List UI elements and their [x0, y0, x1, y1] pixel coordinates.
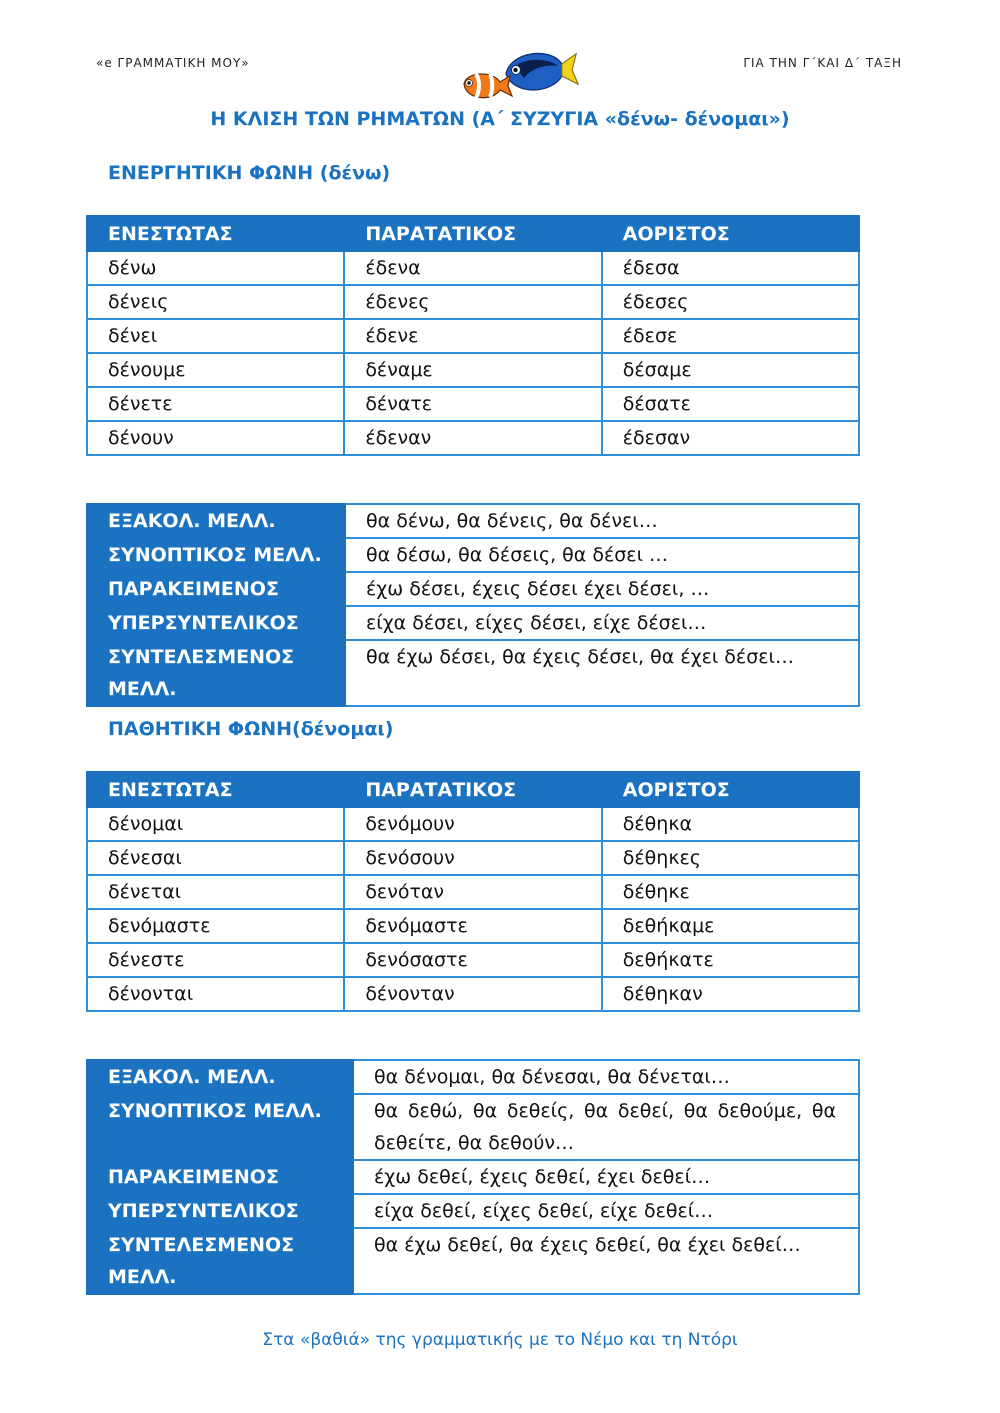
table-row: [87, 841, 859, 875]
tense-value: θα έχω δέσει, θα έχεις δέσει, θα έχει δέσει…: [345, 640, 859, 706]
tense-value: είχα δέσει, είχες δέσει, είχε δέσει…: [345, 606, 859, 640]
tense-row: [87, 1194, 859, 1228]
table-row: [87, 353, 859, 387]
column-header: ΠΑΡΑΤΑΤΙΚΟΣ: [344, 772, 601, 807]
page-title: Η ΚΛΙΣΗ ΤΩΝ ΡΗΜΑΤΩΝ (Α΄ ΣΥΖΥΓΙΑ «δένω- δένομαι»): [210, 108, 790, 130]
tense-label: ΥΠΕΡΣΥΝΤΕΛΙΚΟΣ: [87, 1194, 353, 1228]
nemo-dory-fish-icon: [458, 44, 580, 106]
tense-value: έχω δέσει, έχεις δέσει έχει δέσει, …: [345, 572, 859, 606]
table-cell: δένεις: [87, 285, 344, 319]
table-cell: δένατε: [344, 387, 601, 421]
table-cell: δενόμαστε: [87, 909, 344, 943]
table-cell: δενόσαστε: [344, 943, 601, 977]
column-header: ΕΝΕΣΤΩΤΑΣ: [87, 216, 344, 251]
table-row: [87, 251, 859, 285]
table-cell: δένουν: [87, 421, 344, 455]
tense-label: ΣΥΝΤΕΛΕΣΜΕΝΟΣ ΜΕΛΛ.: [87, 640, 345, 706]
table-cell: δέθηκε: [602, 875, 859, 909]
active-voice-heading: ΕΝΕΡΓΗΤΙΚΗ ΦΩΝΗ (δένω): [108, 162, 391, 184]
table-row: [87, 875, 859, 909]
table-row: [87, 909, 859, 943]
table-row: [87, 807, 859, 841]
tense-value: θα έχω δεθεί, θα έχεις δεθεί, θα έχει δεθεί…: [353, 1228, 859, 1294]
table-cell: δενόσουν: [344, 841, 601, 875]
tense-row: [87, 1060, 859, 1094]
table-cell: έδενε: [344, 319, 601, 353]
tense-label: ΥΠΕΡΣΥΝΤΕΛΙΚΟΣ: [87, 606, 345, 640]
passive-voice-heading: ΠΑΘΗΤΙΚΗ ΦΩΝΗ(δένομαι): [108, 718, 394, 740]
table-cell: δέσατε: [602, 387, 859, 421]
tense-value: θα δένομαι, θα δένεσαι, θα δένεται…: [353, 1060, 859, 1094]
column-header: ΑΟΡΙΣΤΟΣ: [602, 772, 859, 807]
table-cell: έδεσες: [602, 285, 859, 319]
footer-caption: Στα «βαθιά» της γραμματικής με το Νέμο και τη Ντόρι: [262, 1330, 738, 1350]
table-cell: έδεσε: [602, 319, 859, 353]
table-cell: δένονταν: [344, 977, 601, 1011]
active-tenses-table: [86, 503, 860, 707]
tense-label: ΠΑΡΑΚΕΙΜΕΝΟΣ: [87, 1160, 353, 1194]
table-row: [87, 285, 859, 319]
active-conjugation-table: [86, 215, 860, 456]
table-cell: δένεστε: [87, 943, 344, 977]
tense-row: [87, 572, 859, 606]
tense-row: [87, 504, 859, 538]
table-cell: δενόμαστε: [344, 909, 601, 943]
table-cell: δένετε: [87, 387, 344, 421]
table-cell: έδεσαν: [602, 421, 859, 455]
tense-row: [87, 1228, 859, 1294]
tense-label: ΣΥΝΟΠΤΙΚΟΣ ΜΕΛΛ.: [87, 1094, 353, 1160]
table-header-row: [87, 216, 859, 251]
tense-label: ΕΞΑΚΟΛ. ΜΕΛΛ.: [87, 1060, 353, 1094]
table-row: [87, 943, 859, 977]
table-cell: δένουμε: [87, 353, 344, 387]
passive-tenses-table: [86, 1059, 860, 1295]
table-cell: δενόταν: [344, 875, 601, 909]
table-cell: δεθήκαμε: [602, 909, 859, 943]
tense-label: ΠΑΡΑΚΕΙΜΕΝΟΣ: [87, 572, 345, 606]
column-header: ΕΝΕΣΤΩΤΑΣ: [87, 772, 344, 807]
table-cell: δένει: [87, 319, 344, 353]
header-left: «e ΓΡΑΜΜΑΤΙΚΗ ΜΟΥ»: [96, 56, 250, 70]
table-cell: δένονται: [87, 977, 344, 1011]
table-cell: δενόμουν: [344, 807, 601, 841]
column-header: ΑΟΡΙΣΤΟΣ: [602, 216, 859, 251]
tense-label: ΣΥΝΟΠΤΙΚΟΣ ΜΕΛΛ.: [87, 538, 345, 572]
tense-value: θα δένω, θα δένεις, θα δένει…: [345, 504, 859, 538]
tense-row: [87, 1094, 859, 1160]
table-cell: έδεναν: [344, 421, 601, 455]
tense-row: [87, 640, 859, 706]
table-cell: έδενες: [344, 285, 601, 319]
table-cell: δέναμε: [344, 353, 601, 387]
table-cell: δένω: [87, 251, 344, 285]
tense-row: [87, 606, 859, 640]
table-row: [87, 421, 859, 455]
tense-row: [87, 538, 859, 572]
table-cell: δέθηκα: [602, 807, 859, 841]
tense-value: έχω δεθεί, έχεις δεθεί, έχει δεθεί…: [353, 1160, 859, 1194]
table-cell: δέθηκες: [602, 841, 859, 875]
table-row: [87, 387, 859, 421]
table-cell: δέσαμε: [602, 353, 859, 387]
table-row: [87, 977, 859, 1011]
table-cell: δένομαι: [87, 807, 344, 841]
table-cell: έδεσα: [602, 251, 859, 285]
column-header: ΠΑΡΑΤΑΤΙΚΟΣ: [344, 216, 601, 251]
passive-conjugation-table: [86, 771, 860, 1012]
tense-value: θα δέσω, θα δέσεις, θα δέσει …: [345, 538, 859, 572]
table-cell: δεθήκατε: [602, 943, 859, 977]
tense-label: ΕΞΑΚΟΛ. ΜΕΛΛ.: [87, 504, 345, 538]
header-right: ΓΙΑ ΤΗΝ Γ΄ΚΑΙ Δ΄ ΤΑΞΗ: [743, 56, 902, 70]
table-header-row: [87, 772, 859, 807]
tense-row: [87, 1160, 859, 1194]
tense-value: θα δεθώ, θα δεθείς, θα δεθεί, θα δεθούμε, θα δεθείτε, θα δεθούν…: [353, 1094, 859, 1160]
table-cell: δένεσαι: [87, 841, 344, 875]
tense-label: ΣΥΝΤΕΛΕΣΜΕΝΟΣ ΜΕΛΛ.: [87, 1228, 353, 1294]
table-cell: δέθηκαν: [602, 977, 859, 1011]
table-cell: δένεται: [87, 875, 344, 909]
table-cell: έδενα: [344, 251, 601, 285]
tense-value: είχα δεθεί, είχες δεθεί, είχε δεθεί…: [353, 1194, 859, 1228]
table-row: [87, 319, 859, 353]
